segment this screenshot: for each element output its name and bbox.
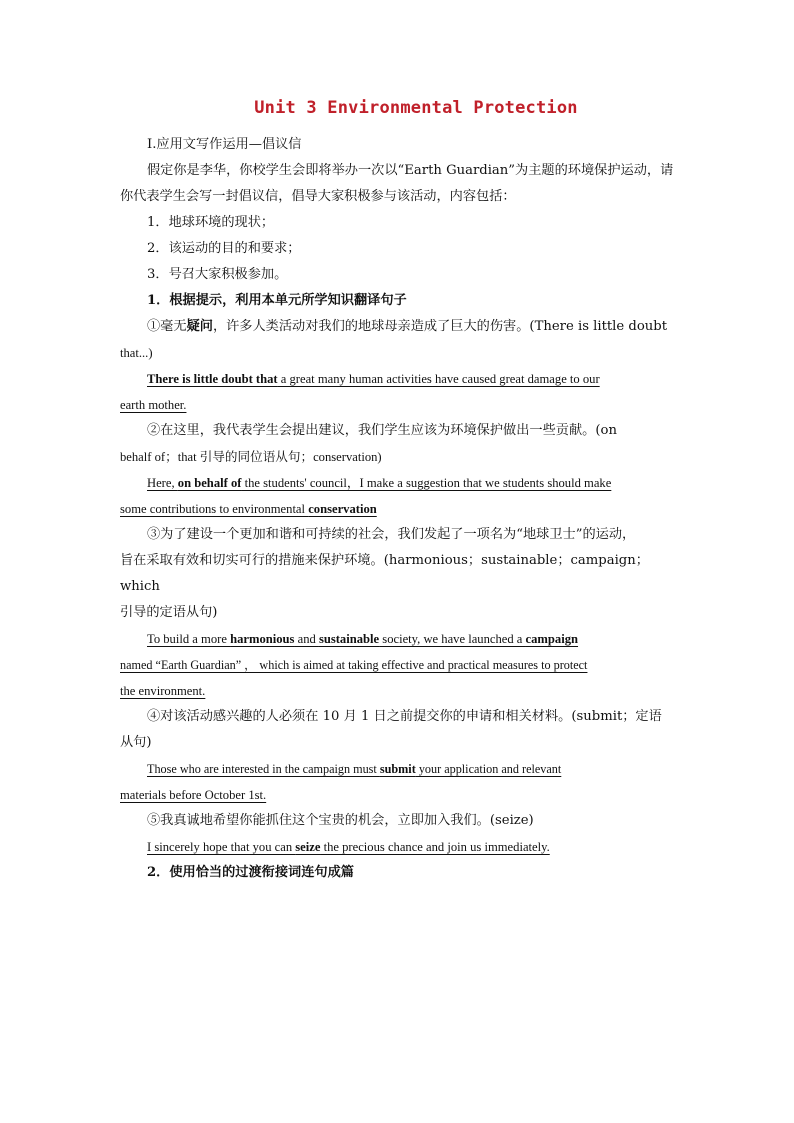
question-text: 引导的定语从句) (120, 605, 218, 620)
list-item: 1．地球环境的现状； (147, 215, 275, 230)
answer-line: named “Earth Guardian” ， which is aimed at taking effective and practical measures to protect (120, 658, 588, 672)
answer-line: To build a more harmonious and sustainable society, we have launched a campaign (147, 632, 579, 646)
prompt-line: 假定你是李华，你校学生会即将举办一次以“Earth Guardian”为主题的环境保护运动，请 (147, 163, 674, 178)
list-item: 3．号召大家积极参加。 (147, 267, 288, 282)
answer-line: There is little doubt that a great many human activities have caused great damage to our (147, 372, 600, 386)
answer-line: Those who are interested in the campaign must submit your application and relevant (147, 762, 562, 776)
list-item: 2．该运动的目的和要求； (147, 241, 301, 256)
task-heading: 1．根据提示，利用本单元所学知识翻译句子 (147, 293, 407, 308)
answer-line: some contributions to environmental conservation (120, 502, 377, 516)
question-text: ③为了建设一个更加和谐和可持续的社会，我们发起了一项名为“地球卫士”的运动， (147, 527, 636, 542)
document-body (120, 132, 676, 886)
section-heading: Ⅰ.应用文写作运用—倡议信 (147, 137, 302, 152)
question-text: ②在这里，我代表学生会提出建议，我们学生应该为环境保护做出一些贡献。(on (147, 423, 617, 438)
question-text: ⑤我真诚地希望你能抓住这个宝贵的机会，立即加入我们。(seize) (147, 813, 534, 828)
answer-line: I sincerely hope that you can seize the precious chance and join us immediately. (147, 840, 550, 854)
question-text: ④对该活动感兴趣的人必须在 10 月 1 日之前提交你的申请和相关材料。(submit；定语 (147, 709, 662, 724)
task-heading: 2．使用恰当的过渡衔接词连句成篇 (147, 865, 354, 880)
answer-line: Here, on behalf of the students' council，I make a suggestion that we students should make (147, 476, 612, 490)
prompt-line: 你代表学生会写一封倡议信，倡导大家积极参与该活动，内容包括： (120, 189, 516, 204)
answer-line: the environment. (120, 684, 206, 698)
question-text: behalf of；that 引导的同位语从句；conservation) (120, 450, 382, 464)
answer-line: earth mother. (120, 398, 187, 412)
question-text: that...) (120, 346, 153, 360)
answer-line: materials before October 1st. (120, 788, 267, 802)
question-text: ①毫无疑问，许多人类活动对我们的地球母亲造成了巨大的伤害。(There is little doubt (147, 319, 668, 334)
page-title: Unit 3 Environmental Protection (254, 98, 578, 118)
question-text: 从句) (120, 735, 152, 750)
question-text: 旨在采取有效和切实可行的措施来保护环境。(harmonious；sustainable；campaign；which (120, 553, 649, 594)
